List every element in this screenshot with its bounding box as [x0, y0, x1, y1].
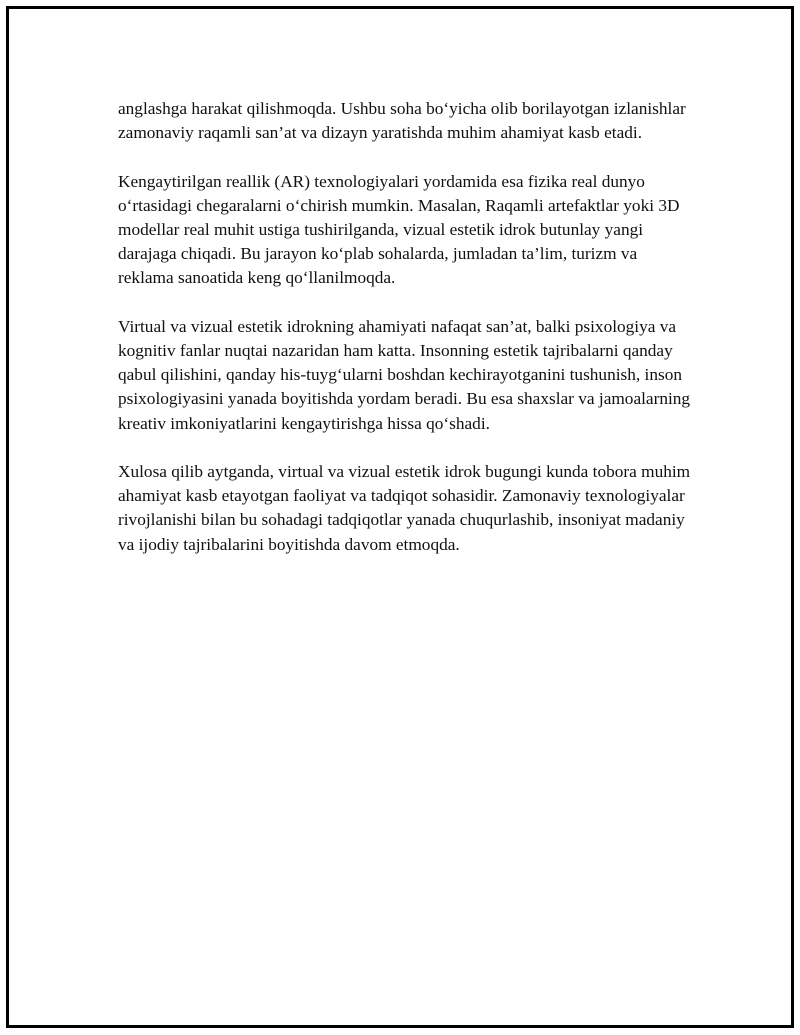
document-body: [118, 97, 693, 581]
paragraph-4: Xulosa qilib aytganda, virtual va vizual estetik idrok bugungi kunda tobora muhim ahamiyat kasb etayotgan faoliyat va tadqiqot sohasidir. Zamonaviy texnologiyalar rivojlanishi bilan bu sohadagi tadqiqotlar yanada chuqurlashib, insoniyat madaniy va ijodiy tajribalarini boyitishda davom etmoqda.: [118, 462, 691, 554]
paragraph-1: anglashga harakat qilishmoqda. Ushbu soha bo‘yicha olib borilayotgan izlanishlar zamonaviy raqamli san’at va dizayn yaratishda muhim ahamiyat kasb etadi.: [118, 99, 686, 143]
paragraph-3: Virtual va vizual estetik idrokning ahamiyati nafaqat san’at, balki psixologiya va kognitiv fanlar nuqtai nazaridan ham katta. Insonning estetik tajribalarni qanday qabul qilishini, qanday his-tuyg‘ularni boshdan kechirayotganini tushunish, inson psixologiyasini yanada boyitishda yordam beradi. Bu esa shaxslar va jamoalarning kreativ imkoniyatlarini kengaytirishga hissa qo‘shadi.: [118, 316, 691, 433]
paragraph-2: Kengaytirilgan reallik (AR) texnologiyalari yordamida esa fizika real dunyo o‘rtasidagi chegaralarni o‘chirish mumkin. Masalan, Raqamli artefaktlar yoki 3D modellar real muhit ustiga tushirilganda, vizual estetik idrok butunlay yangi darajaga chiqadi. Bu jarayon ko‘plab sohalarda, jumladan ta’lim, turizm va reklama sanoatida keng qo‘llanilmoqda.: [118, 171, 680, 288]
page-frame: [6, 6, 794, 1028]
